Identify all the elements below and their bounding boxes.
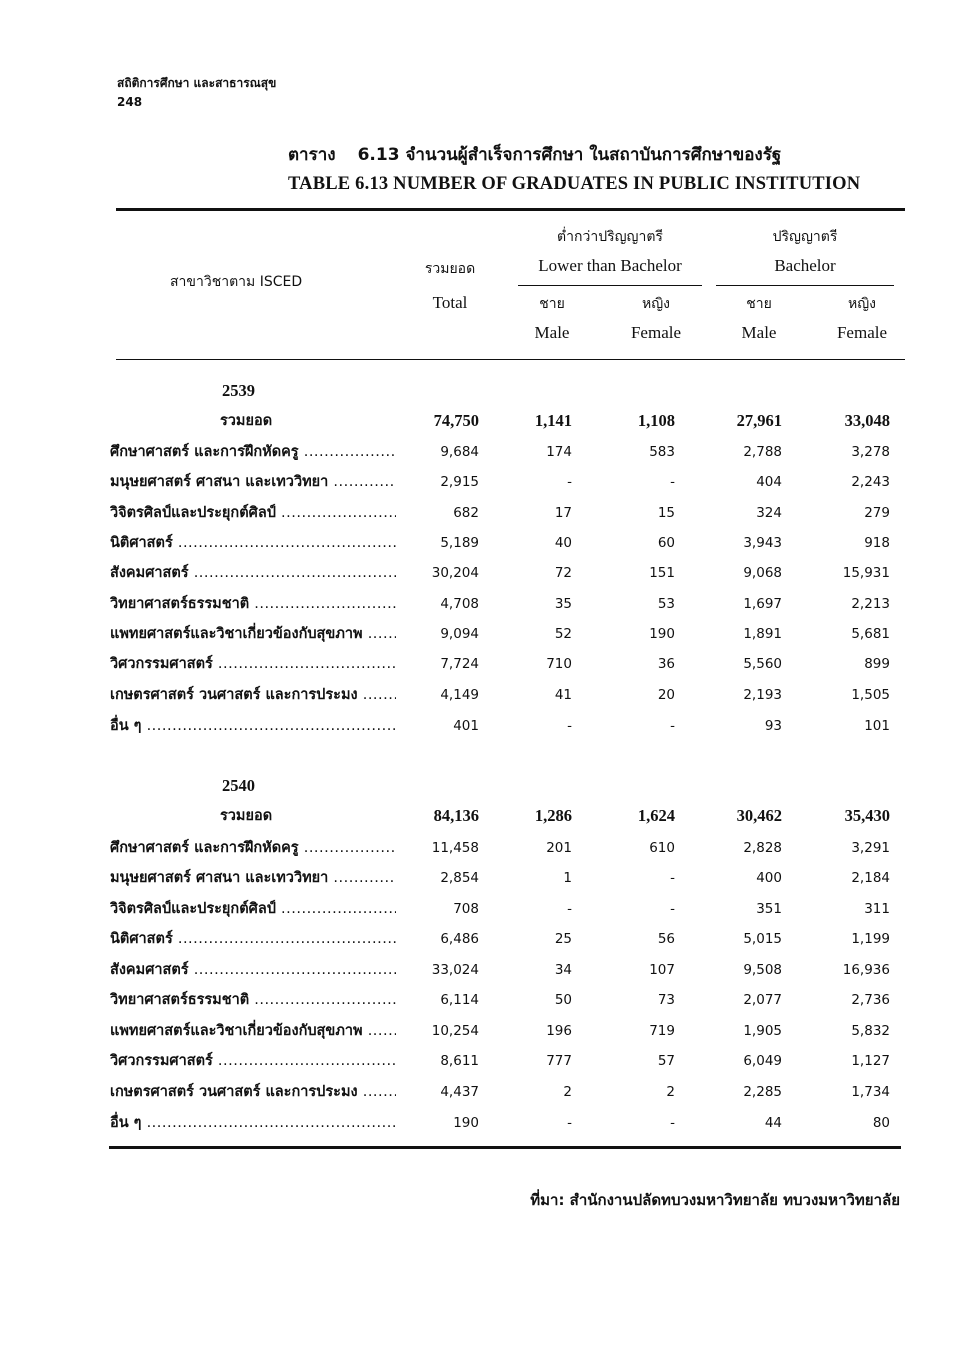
cell-total: 2,915 xyxy=(440,474,479,490)
table-row xyxy=(110,1077,900,1107)
cell-lower-female: 57 xyxy=(657,1053,675,1069)
cell-lower-female: 190 xyxy=(649,626,675,642)
cell-bachelor-male: 324 xyxy=(756,505,782,521)
cell-bachelor-female: 16,936 xyxy=(842,962,890,978)
bachelor-male-header-thai: ชาย xyxy=(746,296,772,312)
cell-lower-male: 196 xyxy=(546,1023,572,1039)
cell-total: 401 xyxy=(453,718,479,734)
cell-lower-female: 1,108 xyxy=(637,411,675,430)
cell-total: 682 xyxy=(453,505,479,521)
cell-bachelor-male: 2,285 xyxy=(743,1084,782,1100)
lower-group-rule xyxy=(518,285,702,286)
cell-bachelor-male: 93 xyxy=(764,718,782,734)
cell-lower-female: - xyxy=(670,474,675,490)
table-row xyxy=(110,619,900,649)
cell-lower-male: 25 xyxy=(554,931,572,947)
table-bottom-rule xyxy=(109,1146,901,1149)
cell-bachelor-female: 1,199 xyxy=(851,931,890,947)
cell-total: 4,437 xyxy=(440,1084,479,1100)
cell-total: 6,486 xyxy=(440,931,479,947)
table-row xyxy=(110,558,900,588)
field-name: นิติศาสตร์ ..... xyxy=(110,924,396,954)
cell-lower-male: 50 xyxy=(554,992,572,1008)
cell-total: 5,189 xyxy=(440,535,479,551)
section-year-2540: 2540 xyxy=(222,776,255,795)
bachelor-female-header: Female xyxy=(836,323,888,342)
field-name: มนุษยศาสตร์ ศาสนา และเทววิทยา ..... xyxy=(110,863,396,893)
cell-total: 30,204 xyxy=(431,565,479,581)
bachelor-female-header-thai: หญิง xyxy=(848,296,876,312)
cell-lower-male: 41 xyxy=(554,687,572,703)
cell-bachelor-male: 3,943 xyxy=(743,535,782,551)
cell-bachelor-female: 1,127 xyxy=(851,1053,890,1069)
table-title-english: TABLE 6.13 NUMBER OF GRADUATES IN PUBLIC INSTITUTION xyxy=(288,174,861,194)
table-row xyxy=(110,894,900,924)
cell-lower-female: 56 xyxy=(657,931,675,947)
cell-lower-female: - xyxy=(670,901,675,917)
cell-total: 190 xyxy=(453,1115,479,1131)
cell-lower-female: - xyxy=(670,718,675,734)
cell-bachelor-male: 2,828 xyxy=(743,840,782,856)
cell-bachelor-female: 15,931 xyxy=(842,565,890,581)
cell-bachelor-male: 1,697 xyxy=(743,596,782,612)
cell-total: 8,611 xyxy=(440,1053,479,1069)
cell-total: 74,750 xyxy=(433,411,479,430)
source-note: ที่มา: สำนักงานปลัดทบวงมหาวิทยาลัย ทบวงมหาวิทยาลัย xyxy=(530,1191,900,1209)
cell-bachelor-male: 44 xyxy=(764,1115,782,1131)
cell-lower-female: 20 xyxy=(657,687,675,703)
cell-lower-male: 52 xyxy=(554,626,572,642)
cell-bachelor-male: 400 xyxy=(756,870,782,886)
field-column-header: สาขาวิชาตาม ISCED xyxy=(170,274,303,290)
cell-bachelor-female: 101 xyxy=(864,718,890,734)
cell-bachelor-female: 3,278 xyxy=(851,444,890,460)
cell-lower-female: 719 xyxy=(649,1023,675,1039)
table-row xyxy=(110,467,900,497)
cell-bachelor-female: 3,291 xyxy=(851,840,890,856)
table-title-thai xyxy=(288,141,781,168)
cell-total: 708 xyxy=(453,901,479,917)
cell-bachelor-female: 1,505 xyxy=(851,687,890,703)
table-row xyxy=(110,863,900,893)
cell-lower-female: 583 xyxy=(649,444,675,460)
cell-total: 33,024 xyxy=(431,962,479,978)
table-row xyxy=(110,528,900,558)
cell-lower-female: 610 xyxy=(649,840,675,856)
field-name: สังคมศาสตร์ ..... xyxy=(110,558,396,588)
cell-bachelor-female: 35,430 xyxy=(844,806,890,825)
lower-group-header: Lower than Bachelor xyxy=(538,256,682,275)
table-row xyxy=(110,711,900,741)
cell-bachelor-female: 5,832 xyxy=(851,1023,890,1039)
table-row xyxy=(110,498,900,528)
bachelor-group-rule xyxy=(716,285,894,286)
bachelor-male-header: Male xyxy=(741,323,777,342)
table-row xyxy=(110,1046,900,1076)
cell-lower-female: 151 xyxy=(649,565,675,581)
total-row-2539 xyxy=(110,406,900,436)
cell-lower-female: 2 xyxy=(666,1084,675,1100)
cell-bachelor-male: 5,015 xyxy=(743,931,782,947)
table-row xyxy=(110,1108,900,1138)
cell-lower-female: - xyxy=(670,1115,675,1131)
field-name: นิติศาสตร์ ..... xyxy=(110,528,396,558)
cell-total: 9,094 xyxy=(440,626,479,642)
cell-bachelor-male: 351 xyxy=(756,901,782,917)
cell-total: 4,149 xyxy=(440,687,479,703)
table-row xyxy=(110,955,900,985)
field-name: เกษตรศาสตร์ วนศาสตร์ และการประมง ..... xyxy=(110,680,396,710)
cell-lower-female: 53 xyxy=(657,596,675,612)
total-column-header-thai: รวมยอด xyxy=(424,261,476,277)
cell-lower-male: 201 xyxy=(546,840,572,856)
page-header xyxy=(117,74,276,112)
cell-lower-male: - xyxy=(567,718,572,734)
bachelor-group-header: Bachelor xyxy=(774,256,836,275)
cell-total: 4,708 xyxy=(440,596,479,612)
cell-lower-female: - xyxy=(670,870,675,886)
cell-total: 6,114 xyxy=(440,992,479,1008)
cell-bachelor-male: 30,462 xyxy=(736,806,782,825)
table-label-thai: ตาราง xyxy=(288,145,336,165)
cell-lower-male: 35 xyxy=(554,596,572,612)
book-title: สถิติการศึกษา และสาธารณสุข xyxy=(117,76,277,90)
total-label: รวมยอด xyxy=(220,413,273,429)
cell-total: 10,254 xyxy=(431,1023,479,1039)
bachelor-group-header-thai: ปริญญาตรี xyxy=(772,229,838,245)
field-name: เกษตรศาสตร์ วนศาสตร์ และการประมง ..... xyxy=(110,1077,396,1107)
page-number: 248 xyxy=(117,95,143,109)
cell-total: 84,136 xyxy=(433,806,479,825)
cell-bachelor-female: 311 xyxy=(864,901,890,917)
cell-bachelor-female: 2,243 xyxy=(851,474,890,490)
field-name: วิจิตรศิลป์และประยุกต์ศิลป์ ..... xyxy=(110,498,396,528)
field-name: วิศวกรรมศาสตร์ ..... xyxy=(110,649,396,679)
cell-lower-female: 15 xyxy=(657,505,675,521)
field-name: อื่น ๆ ..... xyxy=(110,1108,396,1138)
total-column-header: Total xyxy=(432,293,468,312)
cell-bachelor-female: 2,184 xyxy=(851,870,890,886)
field-name: วิทยาศาสตร์ธรรมชาติ ..... xyxy=(110,589,396,619)
cell-bachelor-male: 6,049 xyxy=(743,1053,782,1069)
cell-bachelor-male: 404 xyxy=(756,474,782,490)
cell-lower-male: - xyxy=(567,901,572,917)
field-name: วิศวกรรมศาสตร์ ..... xyxy=(110,1046,396,1076)
table-row xyxy=(110,680,900,710)
table-row xyxy=(110,437,900,467)
cell-lower-male: 1,141 xyxy=(534,411,572,430)
cell-lower-female: 73 xyxy=(657,992,675,1008)
cell-lower-male: 1 xyxy=(563,870,572,886)
field-name: สังคมศาสตร์ ..... xyxy=(110,955,396,985)
cell-lower-female: 36 xyxy=(657,656,675,672)
lower-male-header-thai: ชาย xyxy=(539,296,565,312)
lower-group-header-thai: ต่ำกว่าปริญญาตรี xyxy=(557,229,663,245)
cell-bachelor-male: 2,077 xyxy=(743,992,782,1008)
field-name: อื่น ๆ ..... xyxy=(110,711,396,741)
table-row xyxy=(110,589,900,619)
table-row xyxy=(110,924,900,954)
cell-bachelor-male: 9,508 xyxy=(743,962,782,978)
lower-male-header: Male xyxy=(534,323,570,342)
cell-bachelor-male: 2,788 xyxy=(743,444,782,460)
cell-bachelor-male: 1,905 xyxy=(743,1023,782,1039)
cell-bachelor-female: 5,681 xyxy=(851,626,890,642)
cell-lower-male: 2 xyxy=(563,1084,572,1100)
cell-lower-male: 1,286 xyxy=(534,806,572,825)
cell-bachelor-male: 27,961 xyxy=(736,411,782,430)
table-top-rule xyxy=(116,208,905,211)
cell-bachelor-female: 1,734 xyxy=(851,1084,890,1100)
cell-lower-female: 107 xyxy=(649,962,675,978)
field-name: วิจิตรศิลป์และประยุกต์ศิลป์ ..... xyxy=(110,894,396,924)
cell-total: 9,684 xyxy=(440,444,479,460)
lower-female-header: Female xyxy=(630,323,682,342)
cell-bachelor-female: 33,048 xyxy=(844,411,890,430)
cell-bachelor-male: 9,068 xyxy=(743,565,782,581)
cell-lower-male: 72 xyxy=(554,565,572,581)
cell-lower-male: - xyxy=(567,474,572,490)
cell-bachelor-male: 5,560 xyxy=(743,656,782,672)
field-name: ศึกษาศาสตร์ และการฝึกหัดครู ..... xyxy=(110,833,396,863)
cell-lower-female: 60 xyxy=(657,535,675,551)
total-label: รวมยอด xyxy=(220,808,273,824)
cell-bachelor-female: 80 xyxy=(872,1115,890,1131)
cell-total: 2,854 xyxy=(440,870,479,886)
section-year-2539: 2539 xyxy=(222,381,255,400)
cell-lower-male: - xyxy=(567,1115,572,1131)
cell-bachelor-female: 899 xyxy=(864,656,890,672)
total-row-2540 xyxy=(110,801,900,831)
lower-female-header-thai: หญิง xyxy=(642,296,670,312)
cell-total: 11,458 xyxy=(431,840,479,856)
cell-bachelor-female: 2,736 xyxy=(851,992,890,1008)
cell-bachelor-female: 2,213 xyxy=(851,596,890,612)
table-title-thai-text: 6.13 จำนวนผู้สำเร็จการศึกษา ในสถาบันการศึกษาของรัฐ xyxy=(357,145,782,165)
cell-lower-male: 174 xyxy=(546,444,572,460)
table-row xyxy=(110,1016,900,1046)
field-name: ศึกษาศาสตร์ และการฝึกหัดครู ..... xyxy=(110,437,396,467)
cell-lower-male: 17 xyxy=(554,505,572,521)
field-name: แพทยศาสตร์และวิชาเกี่ยวข้องกับสุขภาพ ..... xyxy=(110,1016,396,1046)
cell-lower-female: 1,624 xyxy=(637,806,675,825)
cell-bachelor-male: 2,193 xyxy=(743,687,782,703)
table-row xyxy=(110,985,900,1015)
cell-bachelor-female: 279 xyxy=(864,505,890,521)
cell-bachelor-male: 1,891 xyxy=(743,626,782,642)
field-name: แพทยศาสตร์และวิชาเกี่ยวข้องกับสุขภาพ ..... xyxy=(110,619,396,649)
cell-lower-male: 40 xyxy=(554,535,572,551)
cell-lower-male: 777 xyxy=(546,1053,572,1069)
table-row xyxy=(110,833,900,863)
field-name: วิทยาศาสตร์ธรรมชาติ ..... xyxy=(110,985,396,1015)
cell-lower-male: 34 xyxy=(554,962,572,978)
header-bottom-rule xyxy=(116,359,905,360)
field-name: มนุษยศาสตร์ ศาสนา และเทววิทยา ..... xyxy=(110,467,396,497)
cell-bachelor-female: 918 xyxy=(864,535,890,551)
cell-total: 7,724 xyxy=(440,656,479,672)
table-row xyxy=(110,649,900,679)
cell-lower-male: 710 xyxy=(546,656,572,672)
